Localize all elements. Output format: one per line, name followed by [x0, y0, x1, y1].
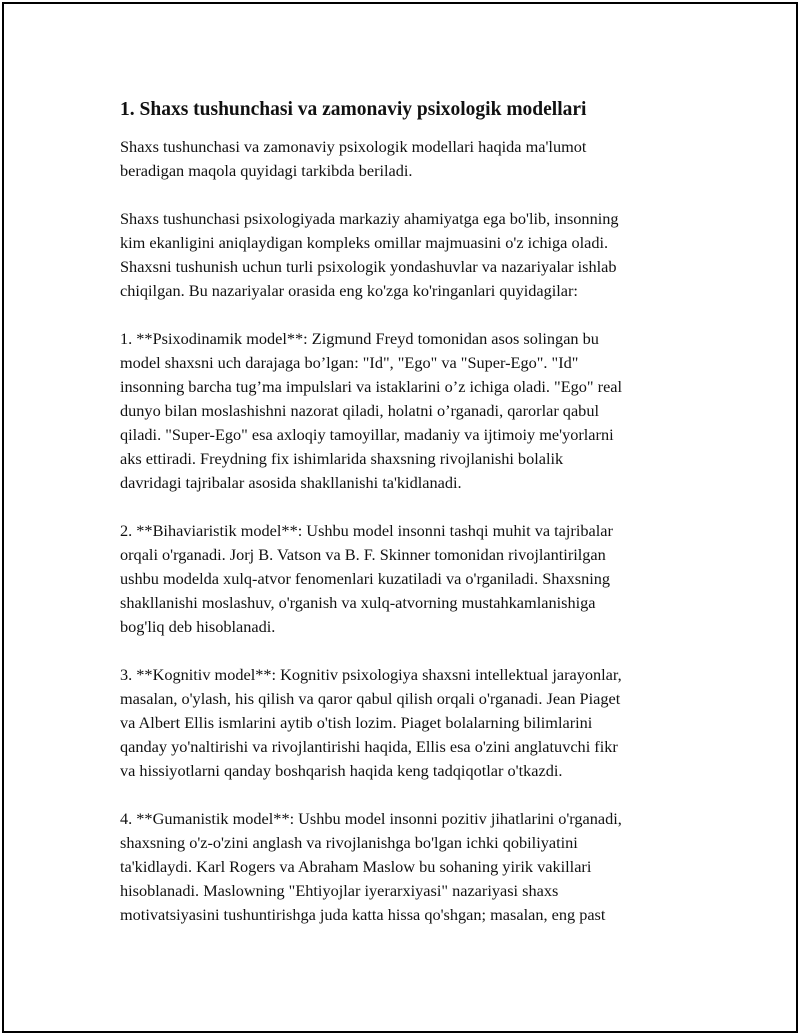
paragraph-line: qanday yo'naltirishi va rivojlantirishi haqida, Ellis esa o'zini anglatuvchi fikr — [120, 737, 618, 756]
paragraph-line: hisoblanadi. Maslowning "Ehtiyojlar iyerarxiyasi" nazariyasi shaxs — [120, 881, 559, 900]
paragraph — [120, 519, 700, 639]
paragraph-line: bog'liq deb hisoblanadi. — [120, 617, 276, 636]
paragraph-line: Shaxsni tushunish uchun turli psixologik yondashuvlar va nazariyalar ishlab — [120, 257, 617, 276]
paragraph — [120, 807, 700, 927]
document-content — [120, 97, 700, 951]
paragraph — [120, 207, 700, 303]
paragraph-line: davridagi tajribalar asosida shakllanishi ta'kidlanadi. — [120, 473, 462, 492]
paragraph-line: motivatsiyasini tushuntirishga juda katta hissa qo'shgan; masalan, eng past — [120, 905, 606, 924]
paragraph-line: shaxsning o'z-o'zini anglash va rivojlanishga bo'lgan ichki qobiliyatini — [120, 833, 578, 852]
paragraph-line: Shaxs tushunchasi va zamonaviy psixologik modellari haqida ma'lumot — [120, 137, 587, 156]
paragraph-line: insonning barcha tug’ma impulslari va istaklarini o’z ichiga oladi. "Ego" real — [120, 377, 623, 396]
paragraph-line: Shaxs tushunchasi psixologiyada markaziy ahamiyatga ega bo'lib, insonning — [120, 209, 619, 228]
paragraph-line: ushbu modelda xulq-atvor fenomenlari kuzatiladi va o'rganiladi. Shaxsning — [120, 569, 611, 588]
paragraph-line: chiqilgan. Bu nazariyalar orasida eng ko'zga ko'ringanlari quyidagilar: — [120, 281, 578, 300]
paragraph-line: beradigan maqola quyidagi tarkibda beriladi. — [120, 161, 413, 180]
paragraph-line: model shaxsni uch darajaga bo’lgan: "Id", "Ego" va "Super-Ego". "Id" — [120, 353, 579, 372]
paragraph-line: 4. **Gumanistik model**: Ushbu model insonni pozitiv jihatlarini o'rganadi, — [120, 809, 622, 828]
paragraph-line: 1. **Psixodinamik model**: Zigmund Freyd tomonidan asos solingan bu — [120, 329, 599, 348]
paragraph — [120, 327, 700, 495]
paragraph-line: aks ettiradi. Freydning fix ishimlarida shaxsning rivojlanishi bolalik — [120, 449, 564, 468]
document-page — [2, 2, 798, 1033]
paragraph — [120, 135, 700, 183]
paragraph-line: orqali o'rganadi. Jorj B. Vatson va B. F. Skinner tomonidan rivojlantirilgan — [120, 545, 606, 564]
paragraph-list — [120, 135, 700, 927]
paragraph-line: masalan, o'ylash, his qilish va qaror qabul qilish orqali o'rganadi. Jean Piaget — [120, 689, 621, 708]
paragraph-line: ta'kidlaydi. Karl Rogers va Abraham Maslow bu sohaning yirik vakillari — [120, 857, 592, 876]
paragraph-line: shakllanishi moslashuv, o'rganish va xulq-atvorning mustahkamlanishiga — [120, 593, 596, 612]
paragraph-line: dunyo bilan moslashishni nazorat qiladi, holatni o’rganadi, qarorlar qabul — [120, 401, 599, 420]
paragraph — [120, 663, 700, 783]
paragraph-line: kim ekanligini aniqlaydigan kompleks omillar majmuasini o'z ichiga oladi. — [120, 233, 609, 252]
paragraph-line: 3. **Kognitiv model**: Kognitiv psixologiya shaxsni intellektual jarayonlar, — [120, 665, 622, 684]
paragraph-line: va Albert Ellis ismlarini aytib o'tish lozim. Piaget bolalarning bilimlarini — [120, 713, 593, 732]
paragraph-line: qiladi. "Super-Ego" esa axloqiy tamoyillar, madaniy va ijtimoiy me'yorlarni — [120, 425, 614, 444]
section-heading: 1. Shaxs tushunchasi va zamonaviy psixologik modellari — [120, 99, 587, 120]
paragraph-line: va hissiyotlarni qanday boshqarish haqida keng tadqiqotlar o'tkazdi. — [120, 761, 563, 780]
paragraph-line: 2. **Bihaviaristik model**: Ushbu model insonni tashqi muhit va tajribalar — [120, 521, 613, 540]
